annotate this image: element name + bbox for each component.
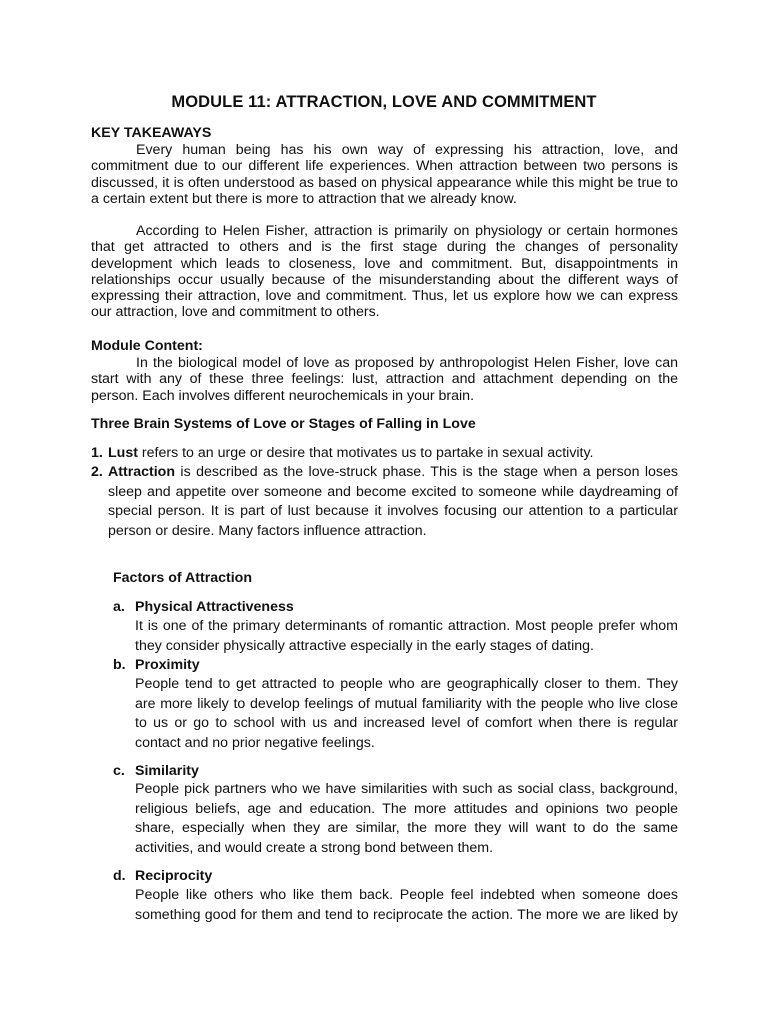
factor-text-similarity: People pick partners who we have similarities with such as social class, background, religious beliefs, age and education. The more attitudes and opinions two people share, especially when they are similar, the more they will want to do the same activities, and would create a strong bond between them. bbox=[135, 781, 678, 856]
attraction-description: is described as the love-struck phase. This is the stage when a person loses sleep and appetite over someone and become excited to someone while daydreaming of special person. It is part of lust because it involves focusing our attention to a particular person or desire. Many factors influence attraction. bbox=[108, 464, 678, 539]
term-attraction: Attraction bbox=[108, 464, 175, 480]
module-content-paragraph: In the biological model of love as proposed by anthropologist Helen Fisher, love can start with any of these three feelings: lust, attraction and attachment depending on the person. Each involves different neurochemicals in your brain. bbox=[91, 355, 678, 404]
factor-text-reciprocity: People like others who like them back. People feel indebted when someone does something good for them and tend to reciprocate the action. The more we are liked by bbox=[135, 887, 678, 923]
factor-text-physical-attractiveness: It is one of the primary determinants of romantic attraction. Most people prefer whom they consider physically attractive especially in the early stages of dating. bbox=[135, 618, 678, 654]
factor-title-similarity: Similarity bbox=[135, 763, 199, 779]
brain-systems-heading: Three Brain Systems of Love or Stages of Falling in Love bbox=[91, 416, 476, 432]
key-takeaways-paragraph-2: According to Helen Fisher, attraction is primarily on physiology or certain hormones that get attracted to others and is the first stage during the changes of personality development which leads to closeness, love and commitment. But, disappointments in relationships occur usually because of the misunderstanding about the different ways of expressing their attraction, love and commitment. Thus, let us explore how we can express our attraction, love and commitment to others. bbox=[91, 223, 678, 321]
page-title: MODULE 11: ATTRACTION, LOVE AND COMMITMENT bbox=[171, 93, 597, 111]
factor-letter: c. bbox=[113, 763, 125, 779]
brain-system-item-attraction bbox=[108, 463, 678, 541]
module-content-heading: Module Content: bbox=[91, 338, 203, 354]
brain-system-item-lust bbox=[108, 444, 678, 464]
list-number: 2. bbox=[91, 464, 103, 480]
factors-heading: Factors of Attraction bbox=[113, 570, 252, 586]
term-lust: Lust bbox=[108, 445, 138, 461]
factor-text-proximity: People tend to get attracted to people who are geographically closer to them. They are more likely to develop feelings of mutual familiarity with the people who live close to us or go to school with us and increased level of comfort when there is regular contact and no prior negative feelings. bbox=[135, 676, 678, 751]
key-takeaways-paragraph-1: Every human being has his own way of expressing his attraction, love, and commitment due to our different life experiences. When attraction between two persons is discussed, it is often understood as based on physical appearance while this might be true to a certain extent but there is more to attraction that we already know. bbox=[91, 142, 678, 207]
factor-letter: a. bbox=[113, 599, 125, 615]
factor-letter: d. bbox=[113, 868, 126, 884]
factor-title-proximity: Proximity bbox=[135, 657, 200, 673]
key-takeaways-heading: KEY TAKEAWAYS bbox=[91, 125, 212, 141]
factor-letter: b. bbox=[113, 657, 126, 673]
factor-title-physical-attractiveness: Physical Attractiveness bbox=[135, 599, 294, 615]
factor-title-reciprocity: Reciprocity bbox=[135, 868, 213, 884]
list-number: 1. bbox=[91, 445, 103, 461]
lust-description: refers to an urge or desire that motivates us to partake in sexual activity. bbox=[137, 445, 594, 461]
